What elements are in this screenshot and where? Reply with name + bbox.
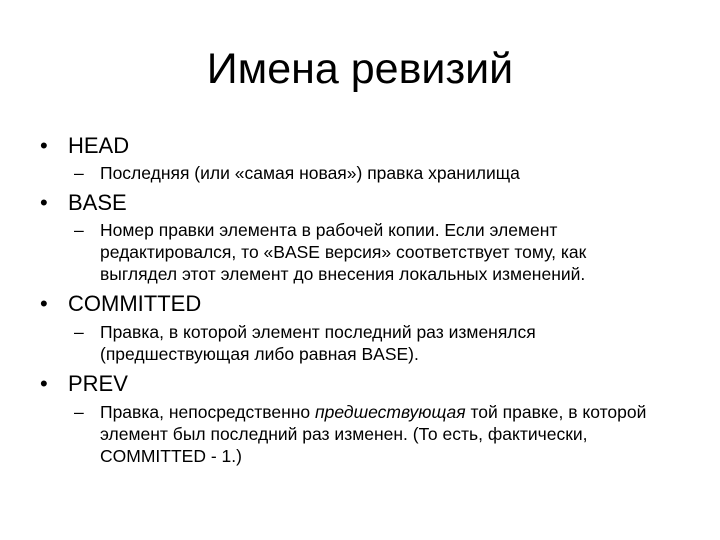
sub-bullet-text: Номер правки элемента в рабочей копии. Если элемент редактировался, то «BASE версия» соответствует тому, как выглядел этот элемент до внесения локальных изменений. [100, 220, 587, 284]
sub-bullet-text: Последняя (или «самая новая») правка хранилища [100, 163, 520, 183]
bullet-dot: • [40, 133, 48, 158]
sub-bullet-base [74, 219, 664, 285]
sub-bullet-text-before: Правка, непосредственно [100, 402, 316, 422]
dash-marker: – [74, 220, 84, 240]
bullet-term: HEAD [68, 133, 130, 158]
sub-bullet-prev [74, 401, 664, 467]
sub-bullet-head [74, 162, 674, 184]
dash-marker: – [74, 402, 84, 422]
sub-bullet-committed [74, 321, 634, 365]
bullet-dot: • [40, 291, 48, 316]
sub-bullet-text: Правка, в которой элемент последний раз изменялся (предшествующая либо равная BASE). [100, 322, 536, 364]
dash-marker: – [74, 163, 84, 183]
bullet-dot: • [40, 190, 48, 215]
bullet-dot: • [40, 371, 48, 396]
sub-bullet-text [100, 401, 664, 467]
bullet-term: PREV [68, 371, 128, 396]
bullet-term: COMMITTED [68, 291, 202, 316]
bullet-item-head [40, 133, 129, 159]
slide-title: Имена ревизий [206, 45, 514, 93]
dash-marker: – [74, 322, 84, 342]
bullet-item-committed [40, 291, 201, 317]
bullet-item-prev [40, 371, 128, 397]
bullet-item-base [40, 190, 127, 216]
sub-bullet-emphasis: предшествующая [315, 402, 466, 422]
bullet-term: BASE [68, 190, 127, 215]
sub-bullet-text-after: той правке, в которой элемент был последний раз изменен. (То есть, фактически, COMMITTED - 1.) [100, 402, 647, 466]
